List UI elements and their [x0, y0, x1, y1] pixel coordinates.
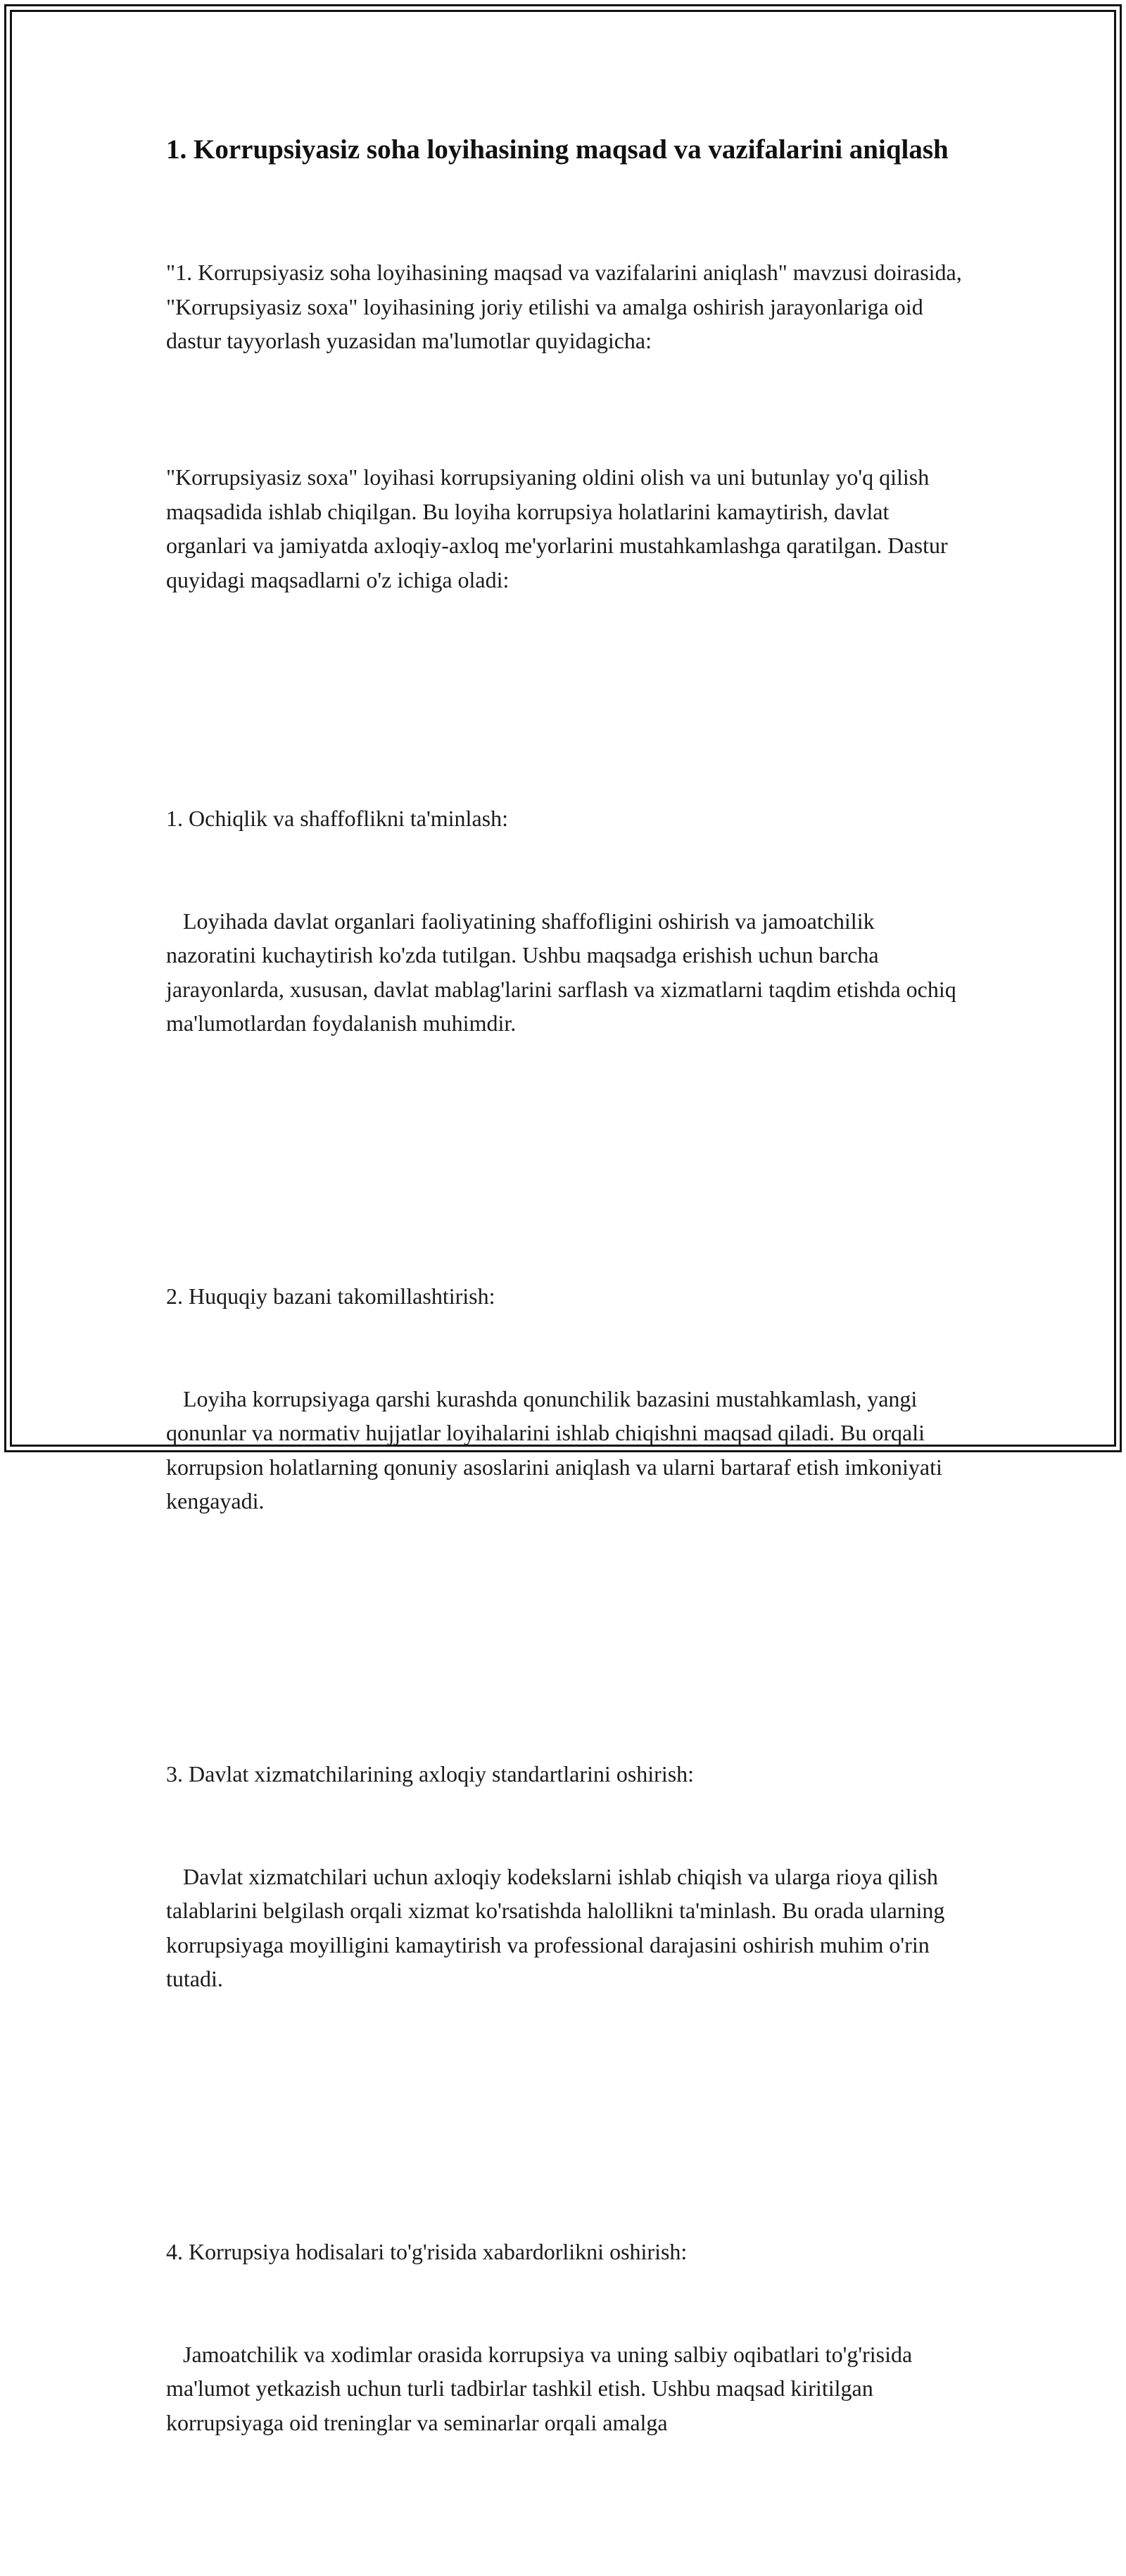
goal-item-title: 2. Huquqiy bazani takomillashtirish:: [166, 1283, 495, 1309]
goal-item-text: Jamoatchilik va xodimlar orasida korrupsiya va uning salbiy oqibatlari to'g'risida ma'lumot yetkazish uchun turli tadbirlar tashkil etish. Ushbu maqsad kiritilgan korrupsiyaga oid treninglar va seminarlar orqali amalga: [166, 2341, 918, 2435]
document-heading: 1. Korrupsiyasiz soha loyihasining maqsad va vazifalarini aniqlash: [166, 134, 949, 165]
document-body: [166, 187, 968, 2576]
goal-item: [166, 2166, 968, 2508]
goal-item-title: 3. Davlat xizmatchilarining axloqiy standartlarini oshirish:: [166, 1761, 695, 1787]
goal-item: [166, 733, 968, 1143]
goal-item: [166, 1689, 968, 2098]
goal-item-text: Loyihada davlat organlari faoliyatining shaffofligini oshirish va jamoatchilik nazoratini kuchaytirish ko'zda tutilgan. Ushbu maqsadga erishish uchun barcha jarayonlarda, xususan, davlat mablag'larini sarflash va xizmatlarni taqdim etishda ochiq ma'lumotlardan foydalanish muhimdir.: [166, 908, 962, 1036]
goal-item-text: Davlat xizmatchilari uchun axloqiy kodekslarni ishlab chiqish va ularga rioya qilish talablarini belgilash orqali xizmat ko'rsatishda halollikni ta'minlash. Bu orada ularning korrupsiyaga moyilligini kamaytirish va professional darajasini oshirish muhim o'rin tutadi.: [166, 1863, 951, 1991]
goal-item-text: Loyiha korrupsiyaga qarshi kurashda qonunchilik bazasini mustahkamlash, yangi qonunlar va normativ hujjatlar loyihalarini ishlab chiqishni maqsad qiladi. Bu orqali korrupsion holatlarning qonuniy asoslarini aniqlash va ularni bartaraf etish imkoniyati kengayadi.: [166, 1385, 948, 1514]
intro-paragraph: "1. Korrupsiyasiz soha loyihasining maqsad va vazifalarini aniqlash" mavzusi doirasida, "Korrupsiyasiz soxa" loyihasining joriy etilishi va amalga oshirish jarayonlariga oid dastur tayyorlash yuzasidan ma'lumotlar quyidagicha:: [166, 260, 968, 353]
goal-item-title: 4. Korrupsiya hodisalari to'g'risida xabardorlikni oshirish:: [166, 2239, 688, 2264]
document-content: [166, 131, 968, 2576]
goal-item-title: 1. Ochiqlik va shaffoflikni ta'minlash:: [166, 806, 508, 831]
overview-paragraph: "Korrupsiyasiz soxa" loyihasi korrupsiyaning oldini olish va uni butunlay yo'q qilish maqsadida ishlab chiqilgan. Bu loyiha korrupsiya holatlarini kamaytirish, davlat organlari va jamiyatda axloqiy-axloq me'yorlarini mustahkamlashga qaratilgan. Dastur quyidagi maqsadlarni o'z ichiga oladi:: [166, 464, 954, 592]
goal-item: [166, 1211, 968, 1620]
